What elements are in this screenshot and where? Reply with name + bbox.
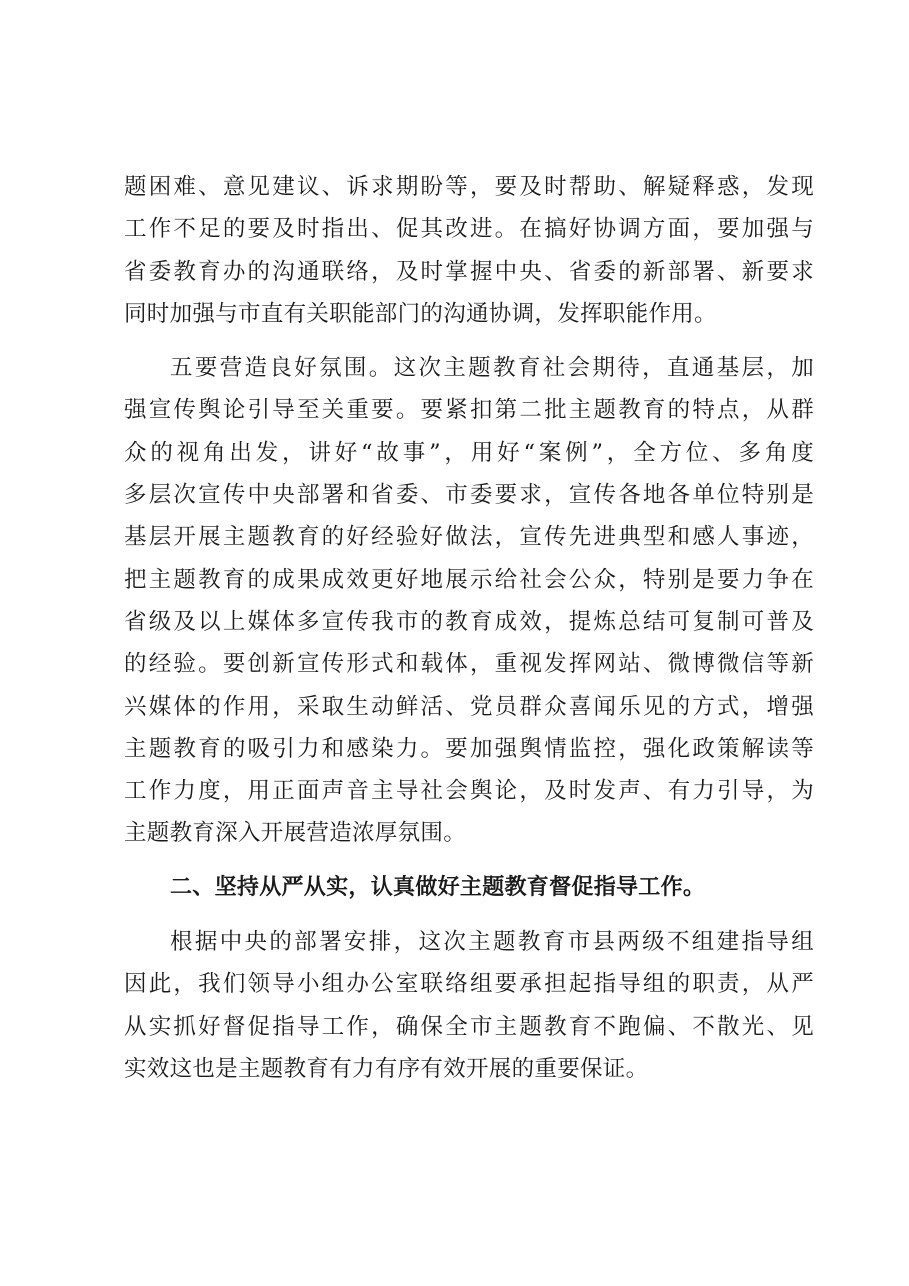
paragraph-2-line-1: 五要营造良好氛围。这次主题教育社会期待，直通基层，加 xyxy=(170,355,814,382)
paragraph-3-line-2: 因此，我们领导小组办公室联络组要承担起指导组的职责，从严 xyxy=(124,971,814,998)
paragraph-2-line-3: 众的视角出发，讲好“故事”，用好“案例”，全方位、多角度 xyxy=(124,439,814,466)
paragraph-1-line-4: 同时加强与市直有关职能部门的沟通协调，发挥职能作用。 xyxy=(124,300,717,327)
paragraph-2-line-10: 主题教育的吸引力和感染力。要加强舆情监控，强化政策解读等 xyxy=(124,735,814,762)
section-heading: 二、坚持从严从实，认真做好主题教育督促指导工作。 xyxy=(170,874,706,900)
paragraph-gap xyxy=(124,909,814,921)
paragraph-1-line-3: 省委教育办的沟通联络，及时掌握中央、省委的新部署、新要求 xyxy=(124,258,814,285)
paragraph-1-line-1: 题困难、意见建议、诉求期盼等，要及时帮助、解疑释惑，发现 xyxy=(124,174,814,200)
paragraph-2-line-6: 把主题教育的成果成效更好地展示给社会公众，特别是要力争在 xyxy=(124,566,814,593)
paragraph-2-line-8: 的经验。要创新宣传形式和载体，重视发挥网站、微博微信等新 xyxy=(124,651,814,678)
paragraph-2-line-12: 主题教育深入开展营造浓厚氛围。 xyxy=(124,820,467,847)
document-body xyxy=(124,166,814,1090)
paragraph-3-line-4: 实效这也是主题教育有力有序有效开展的重要保证。 xyxy=(124,1055,649,1082)
paragraph-3-line-1: 根据中央的部署安排，这次主题教育市县两级不组建指导组 xyxy=(170,929,814,956)
paragraph-2-line-11: 工作力度，用正面声音主导社会舆论，及时发声、有力引导，为 xyxy=(124,778,814,805)
paragraph-2-line-5: 基层开展主题教育的好经验好做法，宣传先进典型和感人事迹， xyxy=(124,524,814,551)
paragraph-2-line-7: 省级及以上媒体多宣传我市的教育成效，提炼总结可复制可普及 xyxy=(124,608,814,635)
paragraph-gap xyxy=(124,855,814,867)
paragraph-2-line-9: 兴媒体的作用，采取生动鲜活、党员群众喜闻乐见的方式，增强 xyxy=(124,693,814,720)
paragraph-1-line-2: 工作不足的要及时指出、促其改进。在搞好协调方面，要加强与 xyxy=(124,216,814,243)
paragraph-3-line-3: 从实抓好督促指导工作，确保全市主题教育不跑偏、不散光、见 xyxy=(124,1013,814,1040)
paragraph-2-line-4: 多层次宣传中央部署和省委、市委要求，宣传各地各单位特别是 xyxy=(124,482,814,509)
paragraph-gap xyxy=(124,335,814,347)
paragraph-2-line-2: 强宣传舆论引导至关重要。要紧扣第二批主题教育的特点，从群 xyxy=(124,397,814,424)
